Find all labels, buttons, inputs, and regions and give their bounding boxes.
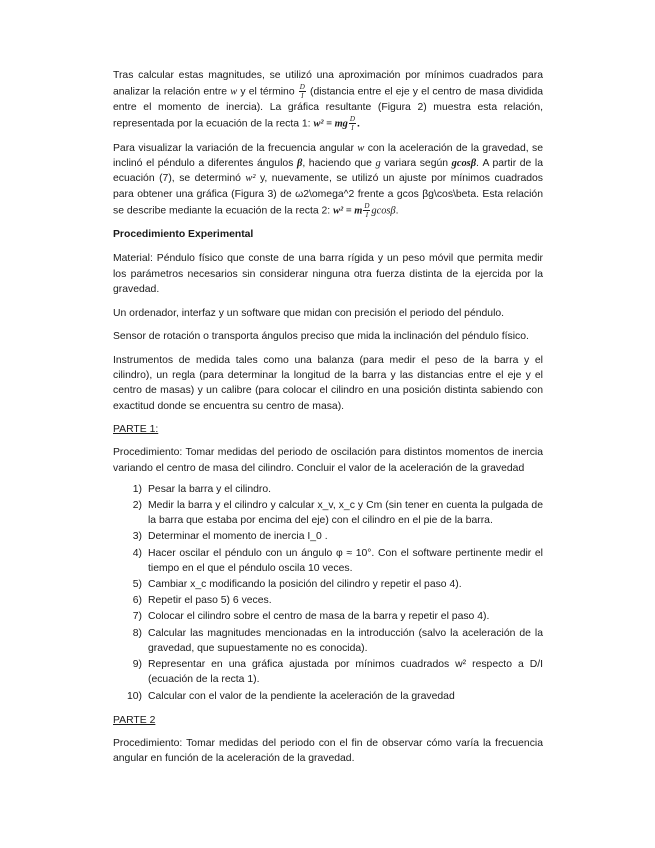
text-run: con la aceleración de la gravedad, se inclinó el péndulo a diferentes ángulos (113, 142, 543, 170)
list-text: Pesar la barra y el cilindro. (148, 483, 272, 495)
list-text: Repetir el paso 5) 6 veces. (148, 595, 272, 607)
list-text: Colocar el cilindro sobre el centro de masa de la barra y repetir el paso 4). (148, 611, 490, 623)
list-text: Cambiar x_c modificando la posición del cilindro y repetir el paso 4). (148, 579, 462, 591)
list-number: 6) (132, 595, 142, 607)
math-w-squared: w² (245, 173, 256, 185)
math-gcosbeta: gcosβ (371, 204, 396, 216)
list-text: Calcular con el valor de la pendiente la aceleración de la gravedad (148, 690, 455, 702)
list-item (113, 593, 543, 608)
parte2-procedure: Procedimiento: Tomar medidas del periodo con el fin de observar cómo varía la frecuencia angular en función de la aceleración de la gravedad. (113, 737, 543, 765)
text-run: y el término (237, 86, 298, 98)
fraction-d-over-i (349, 115, 356, 132)
text-run: , haciendo que (302, 158, 376, 170)
equation-line-2: w² = m (333, 204, 363, 216)
list-item (113, 482, 543, 497)
intro-paragraph-2: Para visualizar la variación de la frecuencia angular w con la aceleración de la gravedad, se inclinó el péndulo a diferentes ángulos β, haciendo que g variara según gcosβ. A partir de la ecuación (7), se determinó w² y, nuevamente, se utilizó un ajuste por mínimos cuadrados para obtener una gráfica (Figura 3) de ω2\omega^2 frente a gcos βg\cos\beta. Esta relación se describe mediante la ecuación de la recta 2: w² = m $\frac{D}{I}$ gcosβ. (113, 142, 544, 219)
text-run: y, nuevamente, se utilizó un ajuste por mínimos cuadrados para obtener una gráfica (Figura 3) de ω2\omega^2 frente a gcos βg\cos\beta. Esta relación se describe mediante la ecuación de la recta 2: (113, 173, 544, 216)
parte1-steps (113, 482, 543, 704)
math-w: w (230, 86, 238, 98)
list-number: 7) (132, 611, 142, 623)
list-item (113, 626, 543, 656)
materials-paragraph: Un ordenador, interfaz y un software que midan con precisión el periodo del péndulo. (113, 307, 505, 319)
materials-paragraph: Material: Péndulo físico que conste de una barra rígida y un peso móvil que permita medir los parámetros necesarios sin considerar ninguna otra fuerza distinta de la ejercida por la gravedad. (113, 253, 543, 295)
section-title: Procedimiento Experimental (113, 229, 254, 241)
list-number: 1) (132, 483, 142, 495)
list-item (113, 689, 543, 704)
list-item (113, 529, 543, 544)
fraction-numerator: D (364, 201, 370, 210)
math-g: g (375, 158, 381, 170)
math-w: w (357, 142, 365, 154)
list-item (113, 498, 543, 528)
text-run: . A partir de la ecuación (7), se determinó (113, 158, 544, 185)
list-item (113, 609, 543, 624)
list-number: 10) (126, 690, 142, 702)
fraction-denominator: I (365, 210, 369, 219)
fraction-d-over-i (363, 202, 370, 219)
list-item (113, 546, 543, 576)
parte2-heading: PARTE 2 (113, 714, 156, 726)
fraction-numerator: D (349, 115, 355, 124)
document-page (113, 68, 543, 775)
text-run: variara según (380, 158, 452, 170)
list-text: Medir la barra y el cilindro y calcular x_v, x_c y Cm (sin tener en cuenta la pulgada de la barra que estaba por encima del eje) con el cilindro en el pie de la barra. (148, 500, 543, 527)
fraction-denominator: I (301, 92, 304, 101)
list-number: 4) (132, 547, 142, 559)
list-number: 2) (132, 500, 142, 512)
list-number: 9) (132, 659, 142, 671)
fraction-numerator: D (299, 83, 305, 92)
list-number: 8) (132, 627, 142, 639)
equation-line-1: w² = mg (313, 118, 348, 130)
parte1-heading: PARTE 1: (113, 424, 159, 436)
fraction-d-over-i (299, 83, 306, 100)
intro-paragraph-1: Tras calcular estas magnitudes, se utilizó una aproximación por mínimos cuadrados para analizar la relación entre w y el término $\frac{D}{I}$ (distancia entre el eje y el centro de masa dividida entre el momento de inercia). La gráfica resultante (Figura 2) muestra esta relación, representada por la ecuación de la recta 1: w² = mg $\frac{D}{I}$ . (113, 70, 544, 133)
text-run: Para visualizar la variación de la frecuencia angular (113, 142, 358, 154)
list-number: 5) (132, 579, 142, 591)
list-text: Hacer oscilar el péndulo con un ángulo φ ≈ 10°. Con el software pertinente medir el tiempo en el que el péndulo oscila 10 veces. (148, 547, 543, 574)
list-text: Representar en una gráfica ajustada por mínimos cuadrados w² respecto a D/I (ecuación de la recta 1). (148, 659, 543, 686)
list-number: 3) (132, 531, 142, 543)
parte1-procedure: Procedimiento: Tomar medidas del periodo de oscilación para distintos momentos de inercia variando el centro de masa del cilindro. Concluir el valor de la aceleración de la gravedad (113, 447, 543, 474)
math-beta: β (296, 158, 303, 170)
text-run: Tras calcular estas magnitudes, se utilizó una aproximación por mínimos cuadrados para analizar la relación entre (113, 70, 543, 98)
materials-paragraph: Instrumentos de medida tales como una balanza (para medir el peso de la barra y el cilindro), un regla (para determinar la longitud de la barra y las distancias entre el eje y el centro de masas) y un calibre (para colocar el cilindro en una posición distinta sabiendo con exactitud donde se encuentra su centro de masa). (113, 354, 543, 412)
list-text: Determinar el momento de inercia I_0 . (148, 531, 328, 543)
math-gcosbeta: gcosβ (451, 158, 477, 170)
text-run: (distancia entre el eje y el centro de masa dividida entre el momento de inercia). La gráfica resultante (Figura 2) muestra esta relación, representada por la ecuación de la recta 1: (113, 86, 544, 130)
fraction-denominator: I (351, 124, 354, 133)
list-item (113, 657, 543, 687)
materials-paragraph: Sensor de rotación o transporta ángulos preciso que mida la inclinación del péndulo físico. (113, 331, 529, 343)
list-item (113, 577, 543, 592)
list-text: Calcular las magnitudes mencionadas en la introducción (salvo la aceleración de la gravedad, que supuestamente no es conocida). (148, 627, 543, 654)
